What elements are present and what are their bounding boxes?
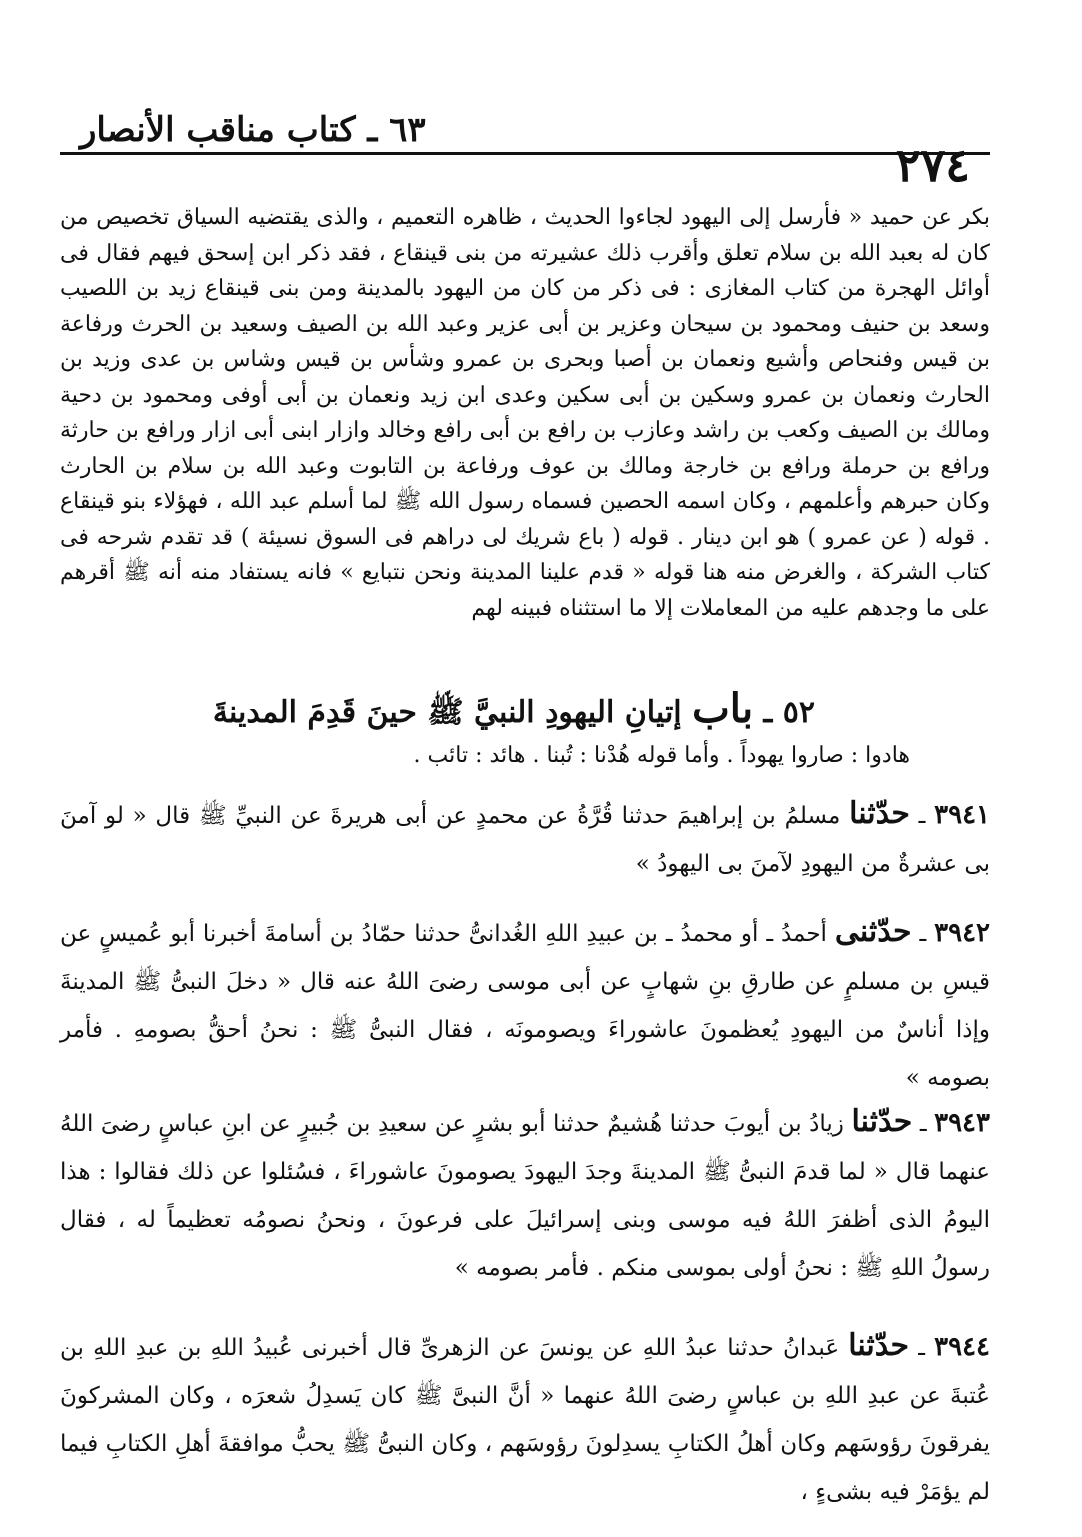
hadith-entry: ٣٩٤٣ ـ حدّثنا زيادُ بن أيوبَ حدثنا هُشيمٌ حدثنا أبو بشرٍ عن سعيدِ بن جُبيرٍ عن ابنِ عباسٍ رضىَ اللهُ عنهما قال « لما قدمَ النبىُّ ﷺ المدينةَ وجدَ اليهودَ يصومونَ عاشوراءَ ، فسُئلوا عن ذلك فقالوا : هذا اليومُ الذى أظفرَ اللهُ فيه موسى وبنى إسرائيلَ على فرعونَ ، ونحنُ نصومُه تعظيماً له ، فقال رسولُ اللهِ ﷺ : نحنُ أولى بموسى منكم . فأمر بصومه »	[60, 1104, 990, 1281]
commentary-text: بكر عن حميد « فأرسل إلى اليهود لجاءوا الحديث ، ظاهره التعميم ، والذى يقتضيه السياق تخصيص من كان له بعبد الله بن سلام تعلق وأقرب ذلك عشيرته من بنى قينقاع ، فقد ذكر ابن إسحق فيهم فقال فى أوائل الهجرة من كتاب المغازى : فى ذكر من كان من اليهود بالمدينة ومن بنى قينقاع زيد بن اللصيب وسعد بن حنيف ومحمود بن سيحان وعزير بن أبى عزير وعبد الله بن الصيف وسعيد بن الحرث ورفاعة بن قيس وفنحاص وأشيع ونعمان بن أصبا وبحرى بن عمرو وشأس بن قيس وشاس بن عدى وزيد بن الحارث ونعمان بن عمرو وسكين بن أبى سكين وعدى ابن زيد ونعمان بن أبى أوفى ومحمود بن دحية ومالك بن الصيف وكعب بن راشد وعازب بن رافع بن أبى رافع وخالد وازار ابنى أبى ازار ورافع بن حارثة ورافع بن حرملة ورافع بن خارجة ومالك بن عوف ورفاعة بن التابوت وعبد الله بن سلام بن الحارث وكان حبرهم وأعلمهم ، وكان اسمه الحصين فسماه رسول الله ﷺ لما أسلم عبد الله ، فهؤلاء بنو قينقاع . قوله ( عن عمرو ) هو ابن دينار . قوله ( باع شريك لى دراهم فى السوق نسيئة ) قد تقدم شرحه فى كتاب الشركة ، والغرض منه هنا قوله « قدم علينا المدينة ونحن نتبايع » فانه يستفاد منه أنه ﷺ أقرهم على ما وجدهم عليه من المعاملات إلا ما استثناه فبينه لهم	[60, 205, 991, 621]
chapter-heading	[60, 685, 990, 737]
hadith-text: مسلمُ بن إبراهيمَ حدثنا قُرَّةُ عن محمدٍ عن أبى هريرةَ عن النبيِّ ﷺ قال « لو آمنَ بى عشرةٌ من اليهودِ لآمنَ بى اليهودُ »	[60, 803, 990, 877]
hadith-number: ٣٩٤٢	[934, 918, 990, 948]
commentary-block	[60, 200, 990, 626]
hadith-lead-word: حدّثنى	[834, 914, 912, 949]
hadith-lead-word: حدّثنا	[851, 1104, 913, 1139]
chapter-number: ٥٢ ـ	[763, 695, 815, 730]
hadith-number: ٣٩٤٣	[934, 1108, 990, 1138]
page-number: ٢٧٤	[895, 138, 970, 192]
hadith-entry: ٣٩٤٢ ـ حدّثنى أحمدُ ـ أو محمدُ ـ بن عبيدِ اللهِ الغُدانىُّ حدثنا حمّادُ بن أسامةَ أخبرنا أبو عُميسٍ عن قيسِ بن مسلمٍ عن طارقِ بنِ شهابٍ عن أبى موسى رضىَ اللهُ عنه قال « دخلَ النبىُّ ﷺ المدينةَ وإذا أناسٌ من اليهودِ يُعظمونَ عاشوراءَ ويصومونَه ، فقال النبىُّ ﷺ : نحنُ أحقُّ بصومهِ . فأمر بصومه »	[60, 914, 990, 1091]
hadith-number: ٣٩٤١	[934, 800, 990, 830]
hadith-entry: ٣٩٤٤ ـ حدّثنا عَبدانُ حدثنا عبدُ اللهِ عن يونسَ عن الزهرىِّ قال أخبرنى عُبيدُ اللهِ بن عبدِ اللهِ بن عُتبةَ عن عبدِ اللهِ بن عباسٍ رضىَ اللهُ عنهما « أنَّ النبىَّ ﷺ كان يَسدِلُ شعرَه ، وكان المشركونَ يفرقونَ رؤوسَهم وكان أهلُ الكتابِ يسدِلونَ رؤوسَهم ، وكان النبىُّ ﷺ يحبُّ موافقةَ أهلِ الكتابِ فيما لم يؤمَرْ فيه بشىءٍ ،	[60, 1328, 990, 1505]
hadith-text: زيادُ بن أيوبَ حدثنا هُشيمٌ حدثنا أبو بشرٍ عن سعيدِ بن جُبيرٍ عن ابنِ عباسٍ رضىَ اللهُ عنهما قال « لما قدمَ النبىُّ ﷺ المدينةَ وجدَ اليهودَ يصومونَ عاشوراءَ ، فسُئلوا عن ذلك فقالوا : هذا اليومُ الذى أظفرَ اللهُ فيه موسى وبنى إسرائيلَ على فرعونَ ، ونحنُ نصومُه تعظيماً له ، فقال رسولُ اللهِ ﷺ : نحنُ أولى بموسى منكم . فأمر بصومه »	[60, 1111, 990, 1281]
hadith-text: أحمدُ ـ أو محمدُ ـ بن عبيدِ اللهِ الغُدانىُّ حدثنا حمّادُ بن أسامةَ أخبرنا أبو عُميسٍ عن قيسِ بن مسلمٍ عن طارقِ بنِ شهابٍ عن أبى موسى رضىَ اللهُ عنه قال « دخلَ النبىُّ ﷺ المدينةَ وإذا أناسٌ من اليهودِ يُعظمونَ عاشوراءَ ويصومونَه ، فقال النبىُّ ﷺ : نحنُ أحقُّ بصومهِ . فأمر بصومه »	[60, 921, 990, 1091]
hadith-text: عَبدانُ حدثنا عبدُ اللهِ عن يونسَ عن الزهرىِّ قال أخبرنى عُبيدُ اللهِ بن عبدِ اللهِ بن عُتبةَ عن عبدِ اللهِ بن عباسٍ رضىَ اللهُ عنهما « أنَّ النبىَّ ﷺ كان يَسدِلُ شعرَه ، وكان المشركونَ يفرقونَ رؤوسَهم وكان أهلُ الكتابِ يسدِلونَ رؤوسَهم ، وكان النبىُّ ﷺ يحبُّ موافقةَ أهلِ الكتابِ فيما لم يؤمَرْ فيه بشىءٍ ،	[60, 1335, 990, 1505]
hadith-lead-word: حدّثنا	[849, 796, 910, 831]
hadith-number: ٣٩٤٤	[934, 1332, 990, 1362]
header-rule	[60, 152, 990, 155]
hadith-lead-word: حدّثنا	[848, 1328, 910, 1363]
chapter-definitions: هادوا : صاروا يهوداً . وأما قوله هُدْنا : تُبنا . هائد : تائب .	[413, 743, 910, 768]
hadith-entry: ٣٩٤١ ـ حدّثنا مسلمُ بن إبراهيمَ حدثنا قُرَّةُ عن محمدٍ عن أبى هريرةَ عن النبيِّ ﷺ قال « لو آمنَ بى عشرةٌ من اليهودِ لآمنَ بى اليهودُ »	[60, 796, 990, 877]
chapter-title: إتيانِ اليهودِ النبيَّ ﷺ حينَ قَدِمَ المدينةَ	[212, 695, 682, 730]
running-title: ٦٣ ـ كتاب مناقب الأنصار	[80, 110, 426, 150]
page-header	[60, 100, 990, 190]
chapter-bab-word: باب	[692, 685, 754, 732]
